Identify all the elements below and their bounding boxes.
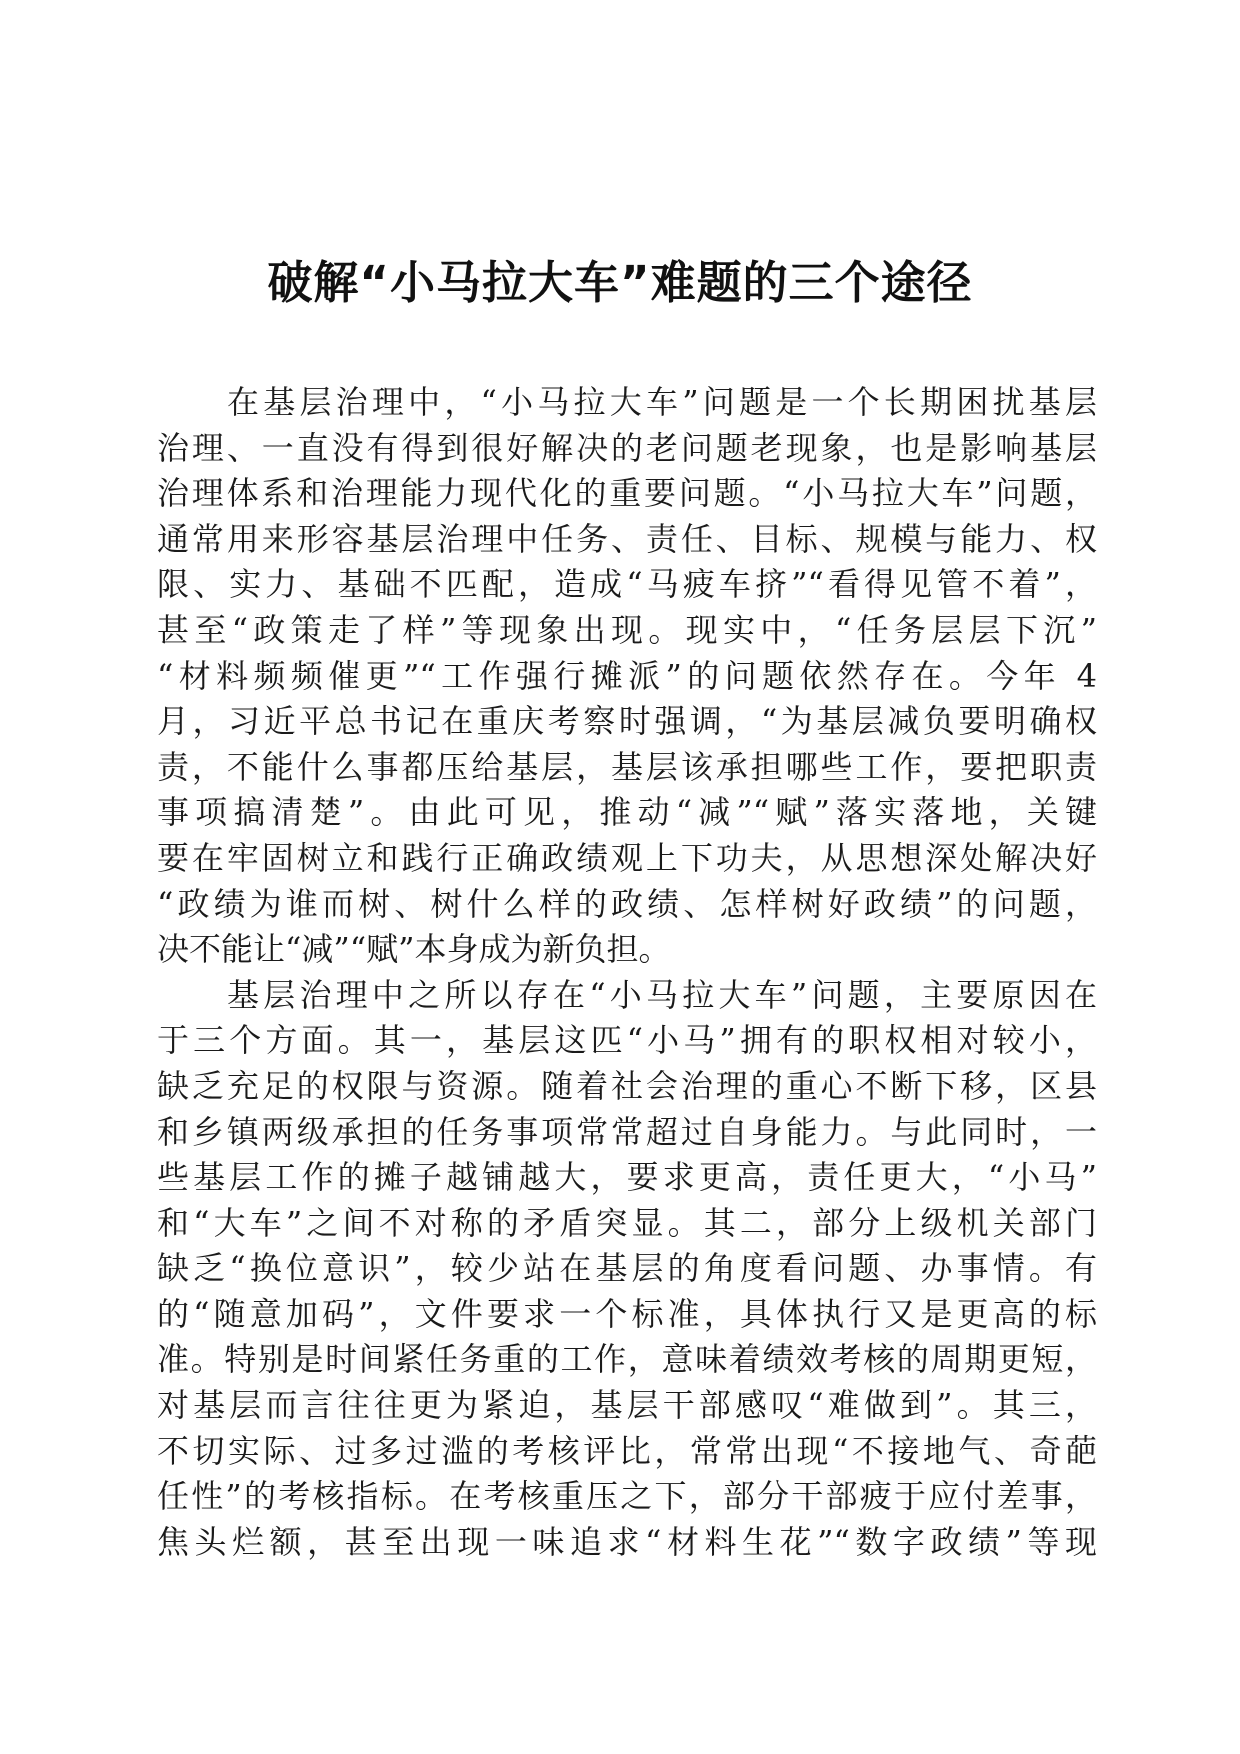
paragraph-line: 任性”的考核指标。在考核重压之下，部分干部疲于应付差事， <box>157 1477 1097 1516</box>
paragraph-line: 决不能让“减”“赋”本身成为新负担。 <box>157 930 671 969</box>
page-title: 破解“小马拉大车”难题的三个途径 <box>267 256 973 309</box>
paragraph-line: 在基层治理中，“小马拉大车”问题是一个长期困扰基层 <box>227 383 1097 421</box>
paragraph-line: 月，习近平总书记在重庆考察时强调，“为基层减负要明确权 <box>157 702 1097 741</box>
paragraph-line: 通常用来形容基层治理中任务、责任、目标、规模与能力、权 <box>157 519 1097 558</box>
paragraph-line: 和乡镇两级承担的任务事项常常超过自身能力。与此同时，一 <box>157 1112 1097 1151</box>
paragraph-line: 对基层而言往往更为紧迫，基层干部感叹“难做到”。其三， <box>157 1386 1097 1425</box>
paragraph-line: 缺乏充足的权限与资源。随着社会治理的重心不断下移，区县 <box>157 1066 1097 1105</box>
paragraph-line: 治理体系和治理能力现代化的重要问题。“小马拉大车”问题， <box>157 474 1097 513</box>
paragraph-line: 些基层工作的摊子越铺越大，要求更高，责任更大，“小马” <box>157 1158 1097 1197</box>
paragraph-line: 不切实际、过多过滥的考核评比，常常出现“不接地气、奇葩 <box>157 1431 1097 1470</box>
paragraph-line: 基层治理中之所以存在“小马拉大车”问题，主要原因在 <box>227 975 1097 1014</box>
article-body <box>157 380 1097 1565</box>
paragraph-line: 限、实力、基础不匹配，造成“马疲车挤”“看得见管不着”， <box>157 565 1097 604</box>
paragraph-line: 的“随意加码”，文件要求一个标准，具体执行又是更高的标 <box>157 1294 1097 1333</box>
paragraph-line: 要在牢固树立和践行正确政绩观上下功夫，从思想深处解决好 <box>157 838 1097 877</box>
paragraph-line: “政绩为谁而树、树什么样的政绩、怎样树好政绩”的问题， <box>157 884 1097 923</box>
paragraph-line: 事项搞清楚”。由此可见，推动“减”“赋”落实落地，关键 <box>157 793 1097 832</box>
paragraph-line: 焦头烂额，甚至出现一味追求“材料生花”“数字政绩”等现 <box>157 1522 1097 1561</box>
paragraph-line: 准。特别是时间紧任务重的工作，意味着绩效考核的周期更短， <box>157 1340 1097 1379</box>
paragraph-line: 责，不能什么事都压给基层，基层该承担哪些工作，要把职责 <box>157 747 1097 786</box>
paragraph-line: 缺乏“换位意识”，较少站在基层的角度看问题、办事情。有 <box>157 1249 1097 1288</box>
paragraph-line: 和“大车”之间不对称的矛盾突显。其二，部分上级机关部门 <box>157 1203 1097 1242</box>
paragraph-line: 甚至“政策走了样”等现象出现。现实中，“任务层层下沉” <box>157 610 1097 649</box>
paragraph-line: “材料频频催更”“工作强行摊派”的问题依然存在。今年 4 <box>157 656 1097 695</box>
paragraph-line: 治理、一直没有得到很好解决的老问题老现象，也是影响基层 <box>157 428 1097 467</box>
paragraph-line: 于三个方面。其一，基层这匹“小马”拥有的职权相对较小， <box>157 1021 1097 1060</box>
